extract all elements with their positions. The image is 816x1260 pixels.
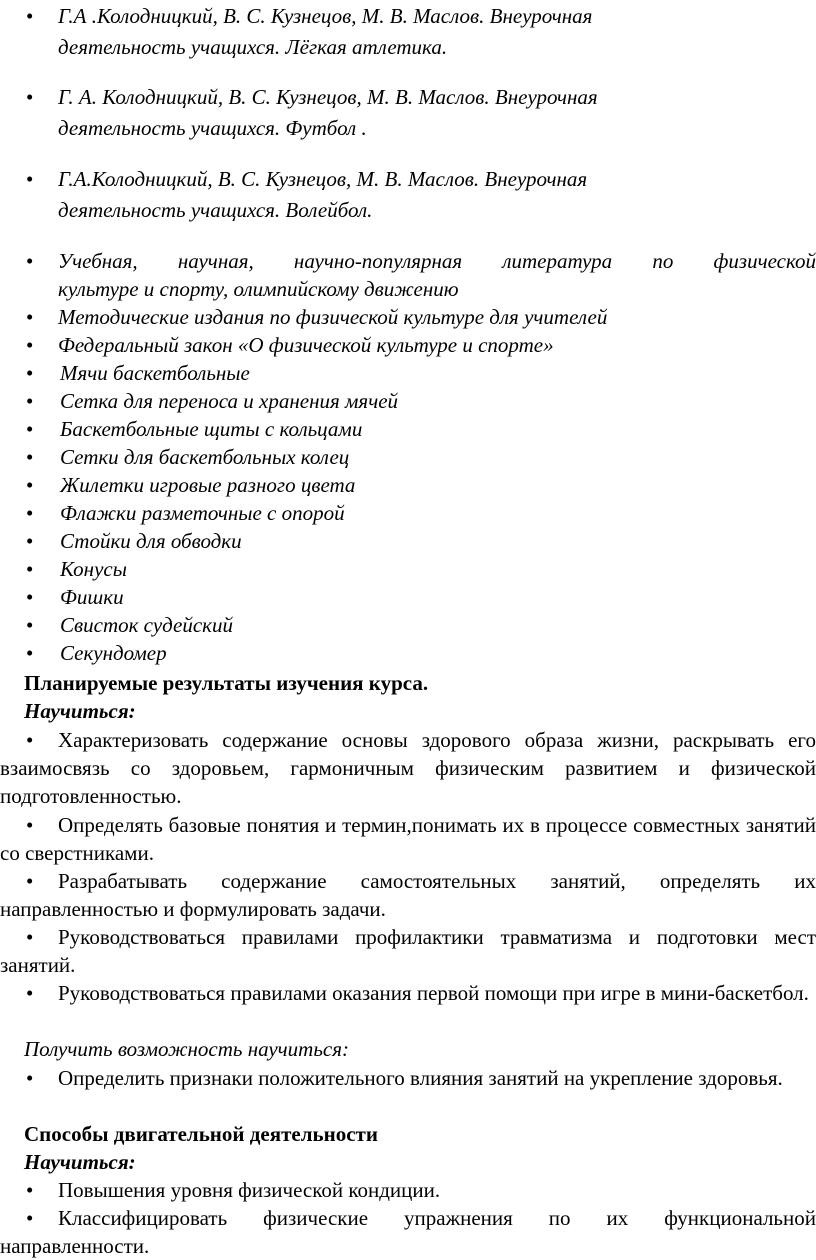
bullet: •	[26, 557, 34, 581]
bullet: •	[26, 1206, 34, 1230]
bullet: •	[26, 501, 34, 525]
result-item	[0, 923, 816, 979]
bullet: •	[26, 167, 34, 191]
result-item	[0, 726, 816, 810]
bullet: •	[26, 641, 34, 665]
bullet: •	[26, 333, 34, 357]
list-item	[0, 639, 816, 667]
bullet: •	[26, 585, 34, 609]
list-item	[0, 611, 816, 639]
bullet: •	[26, 529, 34, 553]
list-item	[0, 443, 816, 471]
bullet: •	[26, 1066, 34, 1090]
bullet: •	[26, 305, 34, 329]
bullet: •	[26, 473, 34, 497]
result-item-text: Повышения уровня физической кондиции.	[58, 1178, 441, 1202]
result-item-text: Разрабатывать содержание самостоятельных занятий, определять их направленностью и формулировать задачи.	[0, 869, 816, 921]
bibliography-line: Г. А. Колодницкий, В. С. Кузнецов, М. В. Маслов. Внеурочная	[58, 85, 598, 109]
list-item-text: Сетки для баскетбольных колец	[60, 445, 350, 469]
bullet: •	[26, 925, 34, 949]
list-item	[0, 359, 816, 387]
list-item-text: Флажки разметочные с опорой	[60, 501, 345, 525]
bibliography-line: деятельность учащихся. Футбол .	[58, 116, 367, 140]
bullet: •	[26, 417, 34, 441]
literature-line-1: Учебная, научная, научно-популярная литература по физической	[58, 249, 816, 273]
result-item-text: Определить признаки положительного влияния занятий на укрепление здоровья.	[58, 1066, 783, 1090]
result-item-text: Характеризовать содержание основы здорового образа жизни, раскрывать его взаимосвязь со здоровьем, гармоничным физическим развитием и физической подготовленностью.	[0, 728, 816, 808]
list-item-text: Стойки для обводки	[60, 529, 242, 553]
section-heading: Планируемые результаты изучения курса.	[24, 671, 429, 695]
result-item	[0, 979, 816, 1007]
bullet: •	[26, 869, 34, 893]
bibliography-line: Г.А.Колодницкий, В. С. Кузнецов, М. В. Маслов. Внеурочная	[58, 167, 588, 191]
list-item-text: Баскетбольные щиты с кольцами	[60, 417, 363, 441]
bibliography-line: деятельность учащихся. Лёгкая атлетика.	[58, 35, 448, 59]
list-item	[0, 387, 816, 415]
result-item-text: Руководствоваться правилами профилактики травматизма и подготовки мест занятий.	[0, 925, 816, 977]
list-item	[0, 527, 816, 555]
literature-item	[0, 247, 816, 303]
list-item	[0, 555, 816, 583]
bullet: •	[26, 85, 34, 109]
bullet: •	[26, 361, 34, 385]
bullet: •	[26, 981, 34, 1005]
bullet: •	[26, 389, 34, 413]
result-item	[0, 867, 816, 923]
list-item-text: Методические издания по физической культуре для учителей	[58, 305, 608, 329]
subheading-learn: Научиться:	[24, 699, 136, 723]
list-item	[0, 499, 816, 527]
bullet: •	[26, 813, 34, 837]
bullet: •	[26, 1178, 34, 1202]
subheading-opportunity: Получить возможность научиться:	[24, 1037, 349, 1061]
list-item-text: Мячи баскетбольные	[60, 361, 250, 385]
list-item-text: Конусы	[60, 557, 127, 581]
bullet: •	[26, 728, 34, 752]
list-item-text: Сетка для переноса и хранения мячей	[60, 389, 399, 413]
list-item-text: Секундомер	[60, 641, 167, 665]
result-item	[0, 1204, 816, 1260]
list-item	[0, 331, 816, 359]
result-item-text: Руководствоваться правилами оказания первой помощи при игре в мини-баскетбол.	[58, 981, 809, 1005]
list-item-text: Свисток судейский	[60, 613, 233, 637]
list-item	[0, 303, 816, 331]
bibliography-item	[0, 163, 816, 229]
bullet: •	[26, 613, 34, 637]
list-item	[0, 583, 816, 611]
literature-line-2: культуре и спорту, олимпийскому движению	[58, 277, 459, 301]
result-item	[0, 811, 816, 867]
result-item-text: Классифицировать физические упражнения по их функциональной направленности.	[0, 1206, 816, 1258]
list-item-text: Федеральный закон «О физической культуре и спорте»	[58, 333, 554, 357]
list-item	[0, 471, 816, 499]
bibliography-item	[0, 0, 816, 66]
bibliography-item	[0, 81, 816, 147]
list-item-text: Фишки	[60, 585, 124, 609]
subheading-learn: Научиться:	[24, 1150, 136, 1174]
result-item-text: Определять базовые понятия и термин,понимать их в процессе совместных занятий со сверстниками.	[0, 813, 816, 865]
list-item	[0, 415, 816, 443]
result-item	[0, 1176, 816, 1204]
bullet: •	[26, 4, 34, 28]
bibliography-line: деятельность учащихся. Волейбол.	[58, 198, 373, 222]
bibliography-line: Г.А .Колодницкий, В. С. Кузнецов, М. В. Маслов. Внеурочная	[58, 4, 593, 28]
bullet: •	[26, 249, 34, 273]
list-item-text: Жилетки игровые разного цвета	[60, 473, 356, 497]
bullet: •	[26, 445, 34, 469]
result-item	[0, 1064, 816, 1092]
section-heading: Способы двигательной деятельности	[24, 1122, 378, 1146]
